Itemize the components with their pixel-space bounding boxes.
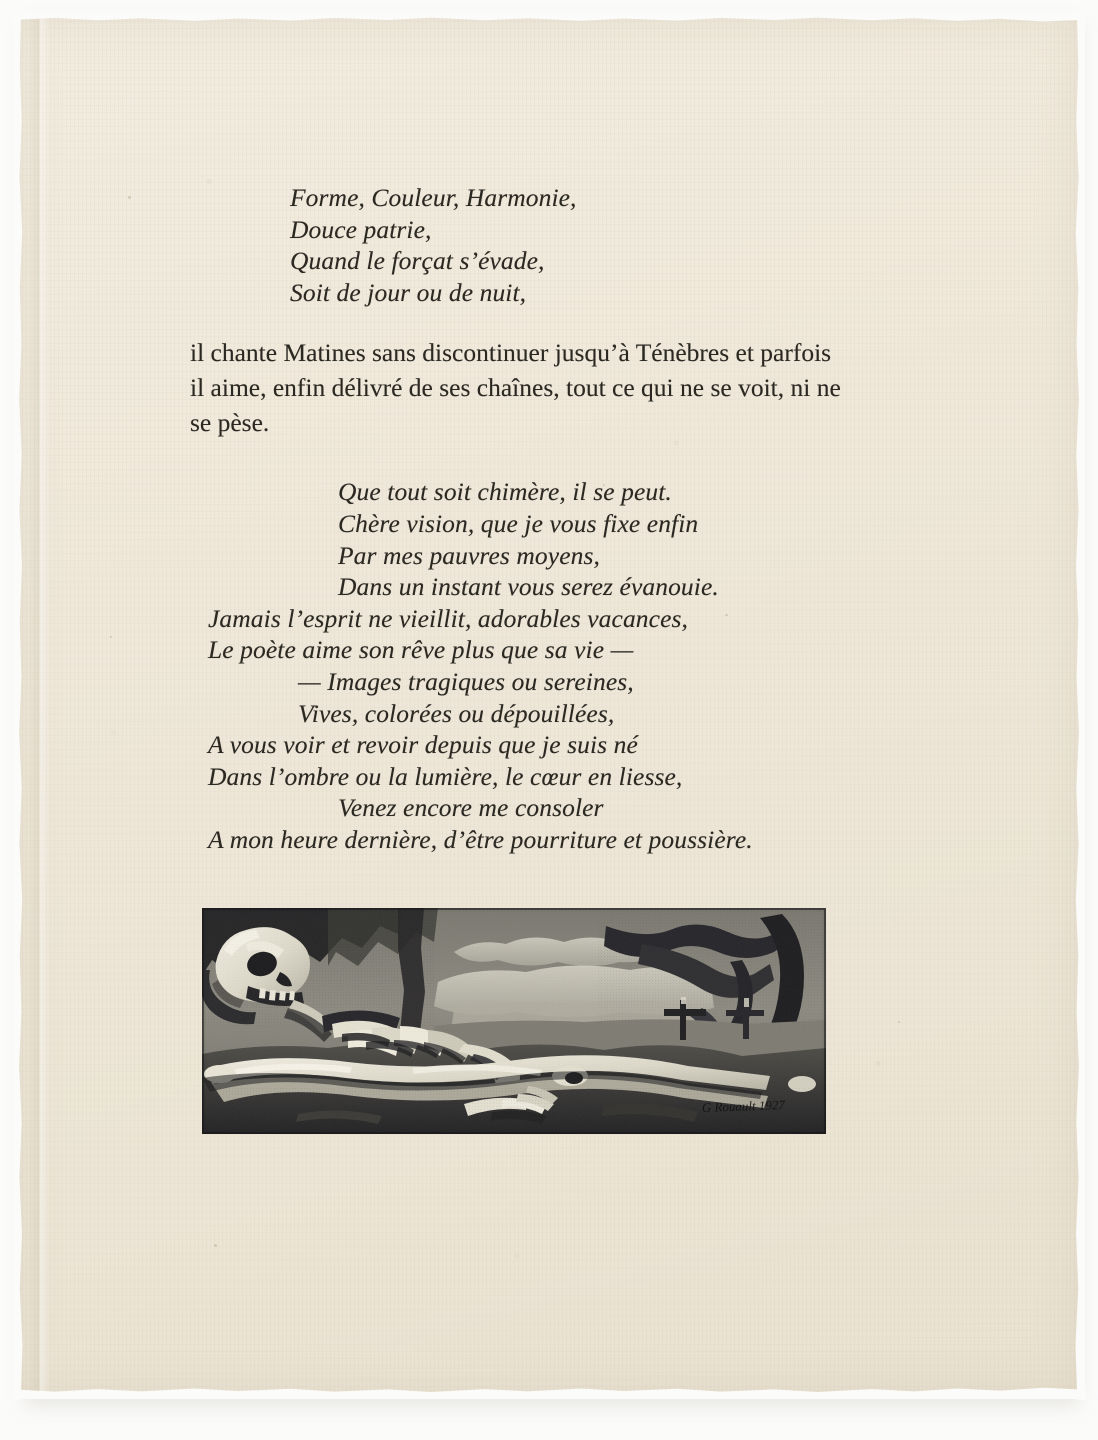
paper-sheet bbox=[18, 16, 1080, 1394]
verse-line: Chère vision, que je vous fixe enfin bbox=[338, 508, 699, 538]
verse-line: Soit de jour ou de nuit, bbox=[290, 277, 527, 307]
verse-line: Quand le forçat s’évade, bbox=[290, 246, 545, 276]
verse-line: Le poète aime son rêve plus que sa vie — bbox=[208, 635, 634, 665]
paper-crease bbox=[28, 16, 50, 1394]
deckle-edge-left bbox=[13, 10, 27, 1400]
deckle-edge-top bbox=[12, 11, 1086, 26]
verse-line: Douce patrie, bbox=[290, 214, 432, 244]
prose-paragraph: il chante Matines sans discontinuer jusqu’à Ténèbres et parfois il aime, enfin délivré de ses chaînes, tout ce qui ne se voit, ni ne se pèse. bbox=[190, 338, 841, 438]
stanza-two bbox=[190, 440, 890, 855]
skeleton-illustration-svg bbox=[202, 908, 826, 1134]
text-block bbox=[190, 182, 890, 856]
verse-line: Que tout soit chimère, il se peut. bbox=[338, 477, 672, 507]
artist-signature: G Rouault 1927 bbox=[701, 1097, 786, 1115]
verse-line: Forme, Couleur, Harmonie, bbox=[290, 183, 577, 212]
deckle-edge-right bbox=[1071, 10, 1085, 1400]
verse-line: Jamais l’esprit ne vieillit, adorables vacances, bbox=[208, 603, 688, 633]
verse-line: Vives, colorées ou dépouillées, bbox=[298, 698, 615, 728]
paper-speck bbox=[898, 1021, 900, 1023]
verse-line: A vous voir et revoir depuis que je suis né bbox=[208, 730, 638, 760]
verse-line: A mon heure dernière, d’être pourriture et poussière. bbox=[208, 824, 753, 854]
stanza-one bbox=[190, 182, 890, 308]
paper-speck bbox=[128, 196, 131, 199]
verse-line: Dans l’ombre ou la lumière, le cœur en liesse, bbox=[208, 761, 683, 791]
paper-speck bbox=[110, 636, 112, 638]
verse-line: Venez encore me consoler bbox=[338, 793, 604, 823]
paper-speck bbox=[214, 1244, 217, 1247]
verse-line: Par mes pauvres moyens, bbox=[338, 540, 600, 570]
verse-line: Dans un instant vous serez évanouie. bbox=[338, 572, 719, 602]
verse-line: — Images tragiques ou sereines, bbox=[298, 666, 634, 696]
illustration-plate bbox=[202, 908, 826, 1134]
